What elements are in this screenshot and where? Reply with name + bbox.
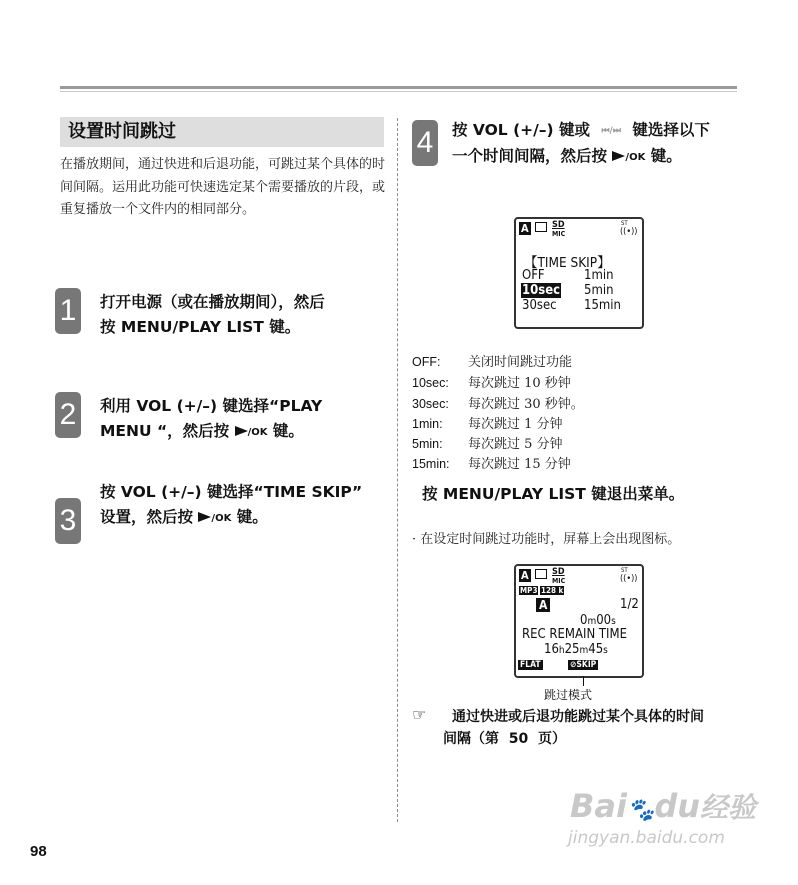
section-title: 设置时间跳过 bbox=[60, 117, 384, 147]
folder-a-icon: A bbox=[521, 222, 529, 235]
lcd-time-skip-menu bbox=[514, 217, 644, 329]
option-1min: 1min bbox=[584, 268, 614, 283]
step-1-text: 打开电源（或在播放期间），然后 按 MENU/PLAY LIST 键。 bbox=[100, 293, 325, 336]
option-row: 30sec: 每次跳过 30 秒钟。 bbox=[412, 397, 584, 412]
option-5min: 5min bbox=[584, 283, 614, 298]
option-row: 5min: 每次跳过 5 分钟 bbox=[412, 437, 563, 452]
step-4-badge: 4 bbox=[412, 120, 438, 166]
battery-icon bbox=[535, 569, 547, 579]
intro-paragraph: 在播放期间，通过快进和后退功能，可跳过某个具体的时间间隔。运用此功能可快速选定某个需要播放的片段，或重复播放一个文件内的相同部分。 bbox=[60, 157, 386, 217]
play-ok-icon: /OK bbox=[198, 506, 231, 531]
baidu-watermark-logo: Bai🐾du经验 bbox=[570, 787, 757, 825]
header-rule bbox=[60, 86, 737, 89]
step-2-text: 利用 VOL (+/–) 键选择“PLAY MENU “，然后按 /OK 键。 bbox=[100, 394, 322, 445]
header-rule-thin bbox=[60, 91, 737, 92]
step-3-badge: 3 bbox=[55, 498, 81, 544]
option-row: 1min: 每次跳过 1 分钟 bbox=[412, 417, 563, 432]
reference-text: 通过快进或后退功能跳过某个具体的时间 bbox=[452, 709, 704, 725]
callout-line bbox=[583, 676, 584, 686]
paw-icon: 🐾 bbox=[626, 798, 655, 823]
pointing-hand-icon: ☞ bbox=[412, 705, 427, 724]
step-1-badge: 1 bbox=[55, 288, 81, 334]
option-off: OFF bbox=[522, 268, 545, 283]
folder-a-icon: A bbox=[521, 569, 529, 582]
folder-badge: A bbox=[536, 598, 550, 612]
step-4-text: 按 VOL (+/–) 键或 ⏮/⏭ 键选择以下 一个时间间隔，然后按 /OK 键。 bbox=[452, 118, 772, 170]
mic-label: MIC bbox=[552, 577, 566, 585]
option-30sec: 30sec bbox=[522, 298, 557, 313]
stereo-label: ST bbox=[621, 567, 628, 574]
option-row: OFF: 关闭时间跳过功能 bbox=[412, 355, 573, 370]
eq-badge: FLAT bbox=[520, 660, 541, 670]
battery-icon bbox=[535, 222, 547, 232]
callout-label: 跳过模式 bbox=[544, 688, 593, 702]
stereo-icon: ((•)) bbox=[620, 227, 638, 237]
option-row: 15min: 每次跳过 15 分钟 bbox=[412, 457, 571, 472]
bitrate-badge: 128 k bbox=[541, 586, 564, 595]
skip-mode-badge: ⊘SKIP bbox=[570, 660, 597, 670]
step-3-text: 按 VOL (+/–) 键选择“TIME SKIP” 设置，然后按 /OK 键。 bbox=[100, 480, 362, 531]
option-row: 10sec: 每次跳过 10 秒钟 bbox=[412, 376, 571, 391]
page-number: 98 bbox=[30, 843, 47, 860]
exit-instruction: 按 MENU/PLAY LIST 键退出菜单。 bbox=[422, 485, 685, 503]
format-badge: MP3 bbox=[520, 586, 538, 595]
play-ok-icon: /OK bbox=[612, 145, 645, 170]
stereo-icon: ((•)) bbox=[620, 574, 638, 584]
baidu-watermark-url: jingyan.baidu.com bbox=[568, 828, 725, 848]
remain-time: 16h25m45s bbox=[544, 642, 608, 657]
sd-label: SD bbox=[552, 567, 565, 577]
option-15min: 15min bbox=[584, 298, 621, 313]
sd-label: SD bbox=[552, 220, 565, 230]
skip-back-forward-icon: ⏮/⏭ bbox=[601, 126, 621, 136]
stereo-label: ST bbox=[621, 220, 628, 227]
remain-label: REC REMAIN TIME bbox=[522, 627, 627, 642]
step-2-badge: 2 bbox=[55, 392, 81, 438]
note-text: · 在设定时间跳过功能时，屏幕上会出现图标。 bbox=[412, 532, 681, 547]
option-10sec-selected: 10sec bbox=[522, 283, 561, 298]
mic-label: MIC bbox=[552, 230, 566, 238]
lcd-playback-screen bbox=[514, 564, 644, 678]
reference-text-line2: 间隔（第 50 页） bbox=[443, 731, 566, 747]
lcd-menu-title: 【TIME SKIP】 bbox=[524, 255, 611, 271]
play-ok-icon: /OK bbox=[235, 420, 268, 445]
file-position: 1/2 bbox=[620, 597, 639, 612]
column-divider bbox=[397, 118, 398, 822]
elapsed-time: 0m00s bbox=[580, 613, 616, 628]
